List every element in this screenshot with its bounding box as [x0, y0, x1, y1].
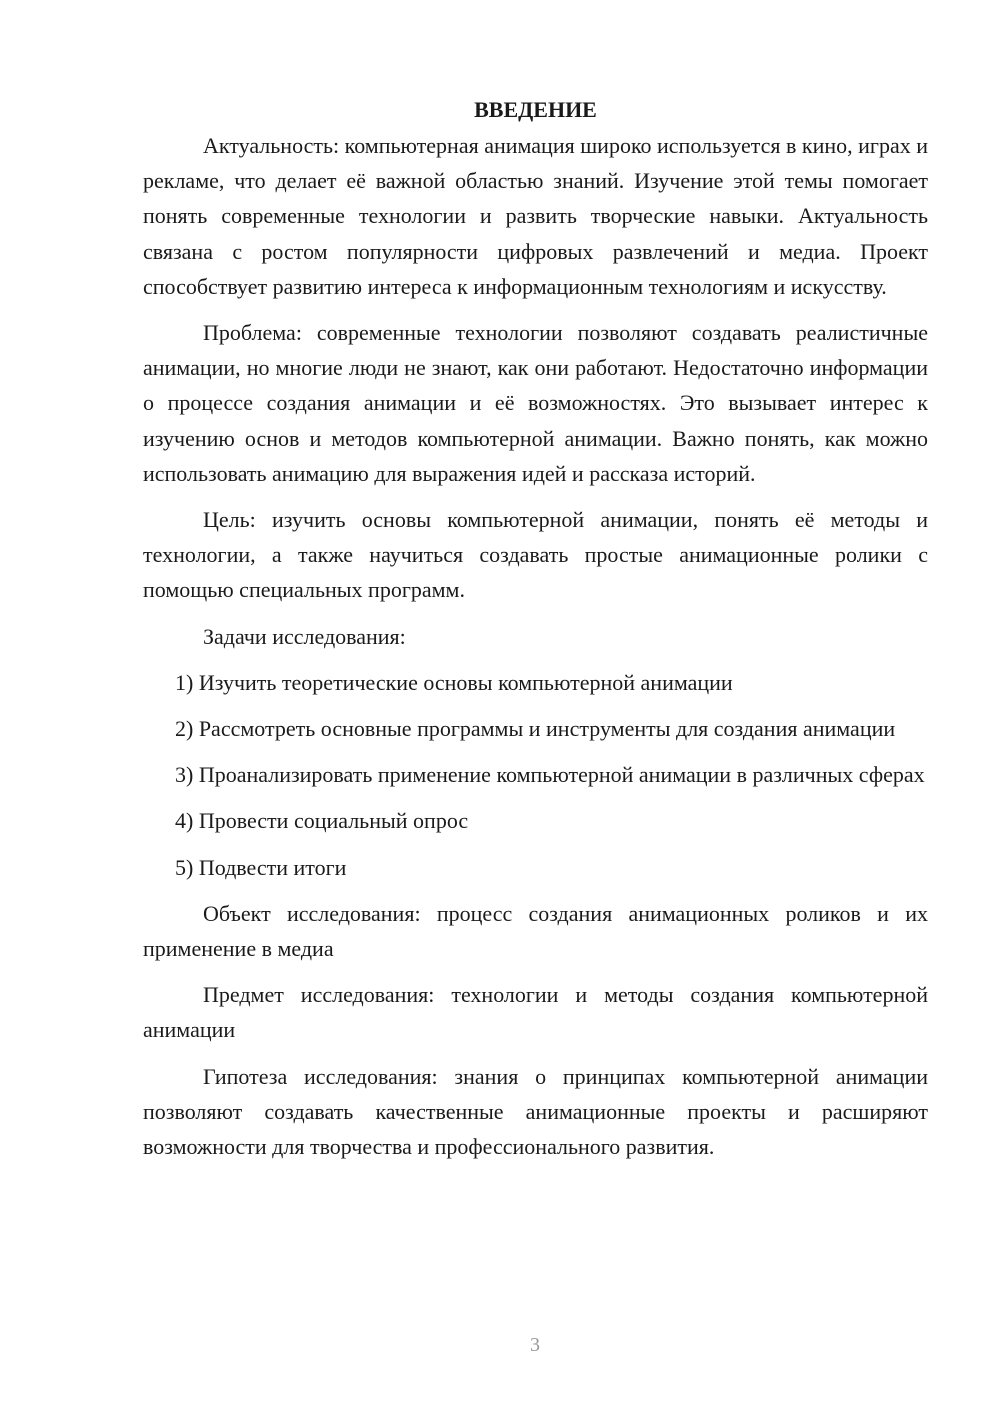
goal-paragraph: Цель: изучить основы компьютерной анимации, понять её методы и технологии, а также научиться создавать простые анимационные ролики с помощью специальных программ.	[143, 507, 928, 603]
task-item-4: 4) Провести социальный опрос	[175, 808, 469, 834]
tasks-heading: Задачи исследования:	[203, 623, 406, 649]
relevance-paragraph: Актуальность: компьютерная анимация широко используется в кино, играх и рекламе, что делает её важной областью знаний. Изучение этой темы помогает понять современные технологии и развить творческие навыки. Актуальность связана с ростом популярности цифровых развлечений и медиа. Проект способствует развитию интереса к информационным технологиям и искусству.	[143, 133, 928, 299]
document-page	[143, 95, 928, 1175]
object-paragraph: Объект исследования: процесс создания анимационных роликов и их применение в медиа	[143, 900, 928, 962]
task-item-1: 1) Изучить теоретические основы компьютерной анимации	[175, 669, 733, 695]
problem-paragraph: Проблема: современные технологии позволяют создавать реалистичные анимации, но многие люди не знают, как они работают. Недостаточно информации о процессе создания анимации и её возможностях. Это вызывает интерес к изучению основ и методов компьютерной анимации. Важно понять, как можно использовать анимацию для выражения идей и рассказа историй.	[143, 320, 928, 486]
subject-paragraph: Предмет исследования: технологии и методы создания компьютерной анимации	[143, 982, 928, 1043]
task-item-3: 3) Проанализировать применение компьютерной анимации в различных сферах	[175, 762, 925, 788]
task-item-5: 5) Подвести итоги	[175, 854, 347, 880]
section-heading: ВВЕДЕНИЕ	[474, 97, 597, 122]
hypothesis-paragraph: Гипотеза исследования: знания о принципах компьютерной анимации позволяют создавать качественные анимационные проекты и расширяют возможности для творчества и профессионального развития.	[143, 1063, 928, 1160]
page-number: 3	[530, 1334, 540, 1356]
task-item-2: 2) Рассмотреть основные программы и инструменты для создания анимации	[175, 716, 896, 742]
